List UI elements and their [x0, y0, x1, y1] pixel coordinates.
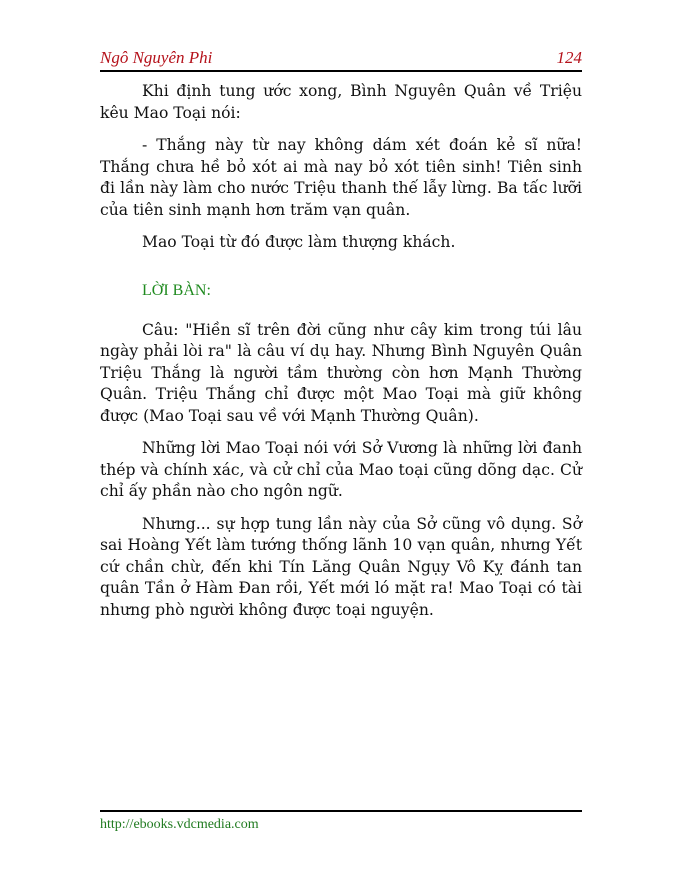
header-page-number: 124 [556, 48, 582, 67]
paragraph: Những lời Mao Toại nói với Sở Vương là những lời đanh thép và chính xác, và cử chỉ của Mao toại cũng dõng dạc. Cử chỉ ấy phần nào cho ngôn ngữ. [100, 439, 582, 500]
header-divider [100, 70, 582, 72]
header-author: Ngô Nguyên Phi [100, 48, 213, 67]
footer-divider [100, 810, 582, 812]
page-header [100, 48, 582, 70]
paragraph: - Thắng này từ nay không dám xét đoán kẻ sĩ nữa! Thắng chưa hề bỏ xót ai mà nay bỏ xót tiên sinh! Tiên sinh đi lần này làm cho nước Triệu thanh thế lẫy lừng. Ba tấc lưỡi của tiên sinh mạnh hơn trăm vạn quân. [100, 136, 582, 219]
paragraph: Câu: "Hiền sĩ trên đời cũng như cây kim trong túi lâu ngày phải lòi ra" là câu ví dụ hay. Nhưng Bình Nguyên Quân Triệu Thắng là người tầm thường còn hơn Mạnh Thường Quân. Triệu Thắng chỉ được một Mao Toại mà giữ không được (Mao Toại sau về với Mạnh Thường Quân). [100, 320, 582, 425]
paragraph: Nhưng... sự hợp tung lần này của Sở cũng vô dụng. Sở sai Hoàng Yết làm tướng thống lãnh 10 vạn quân, nhưng Yết cứ chần chừ, đến khi Tín Lăng Quân Ngụy Vô Kỵ đánh tan quân Tần ở Hàm Đan rồi, Yết mới ló mặt ra! Mao Toại có tài nhưng phò người không được toại nguyện. [100, 514, 582, 619]
paragraph: Mao Toại từ đó được làm thượng khách. [142, 233, 456, 251]
paragraph: Khi định tung ước xong, Bình Nguyên Quân về Triệu kêu Mao Toại nói: [100, 82, 582, 122]
section-heading: LỜI BÀN: [142, 281, 211, 299]
footer-url-link[interactable]: http://ebooks.vdcmedia.com [100, 817, 259, 832]
page-body [100, 80, 582, 632]
